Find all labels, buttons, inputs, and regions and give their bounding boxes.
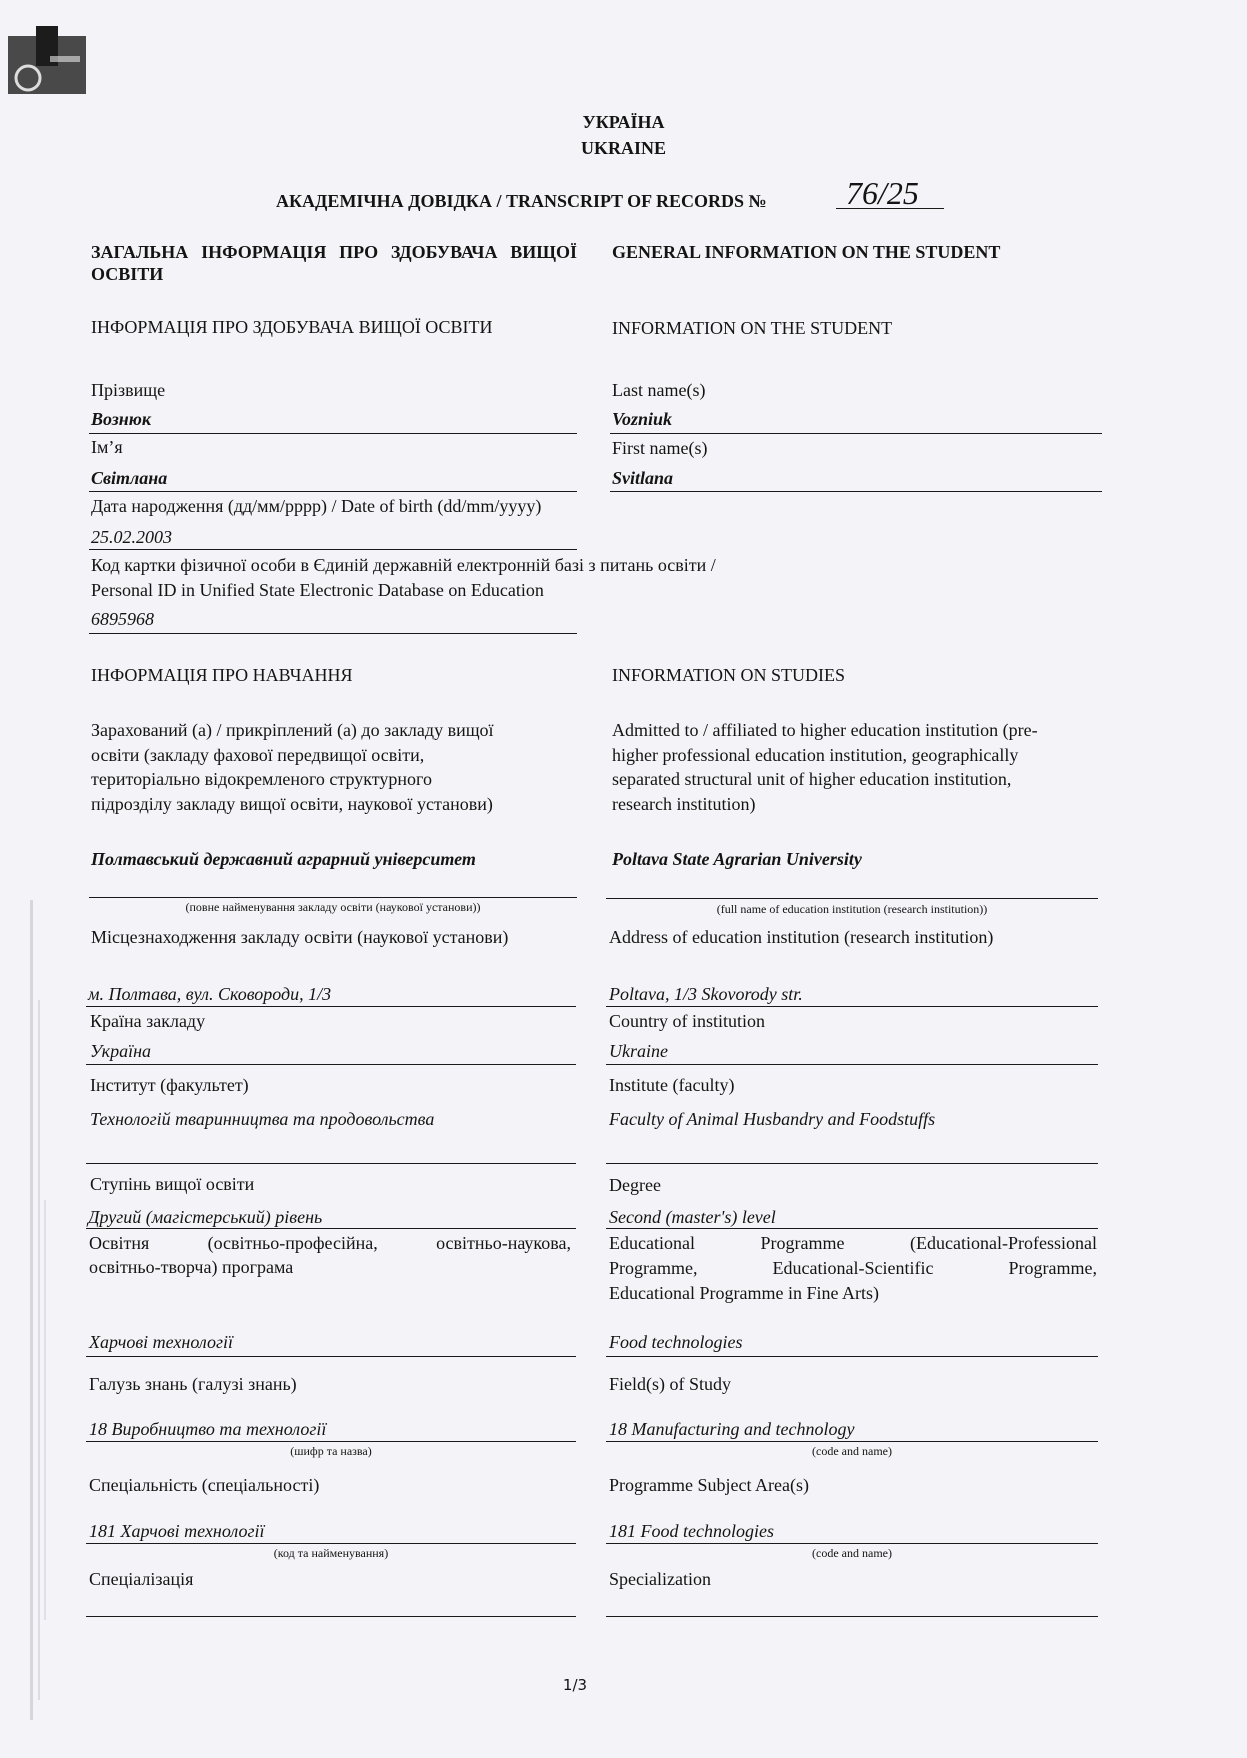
field-line-en	[606, 1441, 1098, 1442]
country-line-en	[606, 1064, 1098, 1065]
speciality-caption-ua: (код та найменування)	[273, 1546, 389, 1560]
faculty-value-ua: Технологій тваринництва та продовольства	[90, 1109, 435, 1129]
country-value-ua: Україна	[90, 1041, 152, 1061]
first-name-value-en: Svitlana	[612, 468, 674, 488]
last-name-line-en	[610, 433, 1102, 434]
field-value-en: 18 Manufacturing and technology	[609, 1419, 855, 1439]
institution-line-en	[606, 898, 1098, 899]
dob-label: Дата народження (дд/мм/рррр) / Date of birth (dd/mm/yyyy)	[91, 496, 542, 516]
institution-value-ua: Полтавський державний аграрний університет	[91, 849, 476, 869]
specialization-line-en	[606, 1616, 1098, 1617]
field-label-en: Field(s) of Study	[609, 1374, 732, 1394]
speciality-line-en	[606, 1543, 1098, 1544]
country-label-en: Country of institution	[609, 1011, 766, 1031]
address-label-en: Address of education institution (research institution)	[609, 927, 994, 947]
admitted-ua-line4: підрозділу закладу вищої освіти, наукової установи)	[91, 794, 493, 814]
speciality-line-ua	[86, 1543, 576, 1544]
field-label-ua: Галузь знань (галузі знань)	[89, 1374, 297, 1394]
country-en: UKRAINE	[580, 138, 666, 158]
general-heading-ua: ЗАГАЛЬНА ІНФОРМАЦІЯ ПРО ЗДОБУВАЧА ВИЩОЇ ОСВІТИ	[91, 242, 577, 284]
country-value-en: Ukraine	[609, 1041, 668, 1061]
document-number-underline	[836, 208, 944, 209]
id-label-line1: Код картки фізичної особи в Єдиній державній електронній базі з питань освіти /	[91, 555, 716, 575]
admitted-en-line4: research institution)	[612, 794, 756, 814]
degree-label-en: Degree	[609, 1175, 661, 1195]
dob-value: 25.02.2003	[91, 527, 172, 547]
degree-line-en	[606, 1228, 1098, 1229]
address-label-ua: Місцезнаходження закладу освіти (наукової установи)	[91, 927, 509, 947]
faculty-value-en: Faculty of Animal Husbandry and Foodstuffs	[609, 1109, 936, 1129]
programme-label-ua-line2: освітньо-творча) програма	[89, 1257, 294, 1277]
country-ua: УКРАЇНА	[582, 112, 665, 132]
speciality-label-ua: Спеціальність (спеціальності)	[89, 1475, 320, 1495]
degree-label-ua: Ступінь вищої освіти	[90, 1174, 255, 1194]
last-name-value-ua: Вознюк	[91, 409, 152, 429]
speciality-label-en: Programme Subject Area(s)	[609, 1475, 809, 1495]
admitted-en-line2: higher professional education institution, geographically	[612, 745, 1019, 765]
programme-label-en-line2: Programme, Educational-Scientific Programme,	[609, 1258, 1097, 1278]
degree-value-ua: Другий (магістерський) рівень	[88, 1207, 323, 1227]
document-title: АКАДЕМІЧНА ДОВІДКА / TRANSCRIPT OF RECORDS №	[276, 191, 767, 211]
scan-edge-shadow-icon	[0, 900, 60, 1720]
programme-line-ua	[86, 1356, 576, 1357]
stamp-mark-icon	[6, 26, 90, 98]
programme-label-en-line3: Educational Programme in Fine Arts)	[609, 1283, 879, 1303]
programme-value-ua: Харчові технології	[89, 1332, 233, 1352]
field-caption-ua: (шифр та назва)	[290, 1444, 372, 1458]
id-label-line2: Personal ID in Unified State Electronic Database on Education	[91, 580, 544, 600]
speciality-caption-en: (code and name)	[812, 1546, 892, 1560]
country-label-ua: Країна закладу	[90, 1011, 206, 1031]
field-line-ua	[86, 1441, 576, 1442]
degree-value-en: Second (master's) level	[609, 1207, 776, 1227]
country-line-ua	[86, 1064, 576, 1065]
speciality-value-en: 181 Food technologies	[609, 1521, 774, 1541]
institution-value-en: Poltava State Agrarian University	[612, 849, 862, 869]
institution-caption-en: (full name of education institution (research institution))	[716, 902, 988, 916]
address-line-en	[606, 1006, 1098, 1007]
admitted-ua-line3: територіально відокремленого структурного	[91, 769, 432, 789]
studies-heading-ua: ІНФОРМАЦІЯ ПРО НАВЧАННЯ	[91, 665, 353, 685]
studies-heading-en: INFORMATION ON STUDIES	[612, 665, 846, 685]
last-name-label-ua: Прізвище	[91, 380, 166, 400]
student-heading-en: INFORMATION ON THE STUDENT	[612, 318, 893, 338]
id-value: 6895968	[91, 609, 154, 629]
programme-value-en: Food technologies	[609, 1332, 743, 1352]
last-name-label-en: Last name(s)	[612, 380, 706, 400]
first-name-value-ua: Світлана	[91, 468, 168, 488]
admitted-ua-line1: Зарахований (а) / прикріплений (а) до закладу вищої	[91, 720, 494, 740]
first-name-label-ua: Ім’я	[91, 437, 123, 457]
faculty-label-en: Institute (faculty)	[609, 1075, 735, 1095]
last-name-line-ua	[89, 433, 577, 434]
first-name-line-ua	[89, 491, 577, 492]
address-value-en: Poltava, 1/3 Skovorody str.	[609, 984, 803, 1004]
institution-caption-ua: (повне найменування закладу освіти (наукової установи))	[185, 900, 481, 914]
admitted-en-line3: separated structural unit of higher education institution,	[612, 769, 1012, 789]
specialization-line-ua	[86, 1616, 576, 1617]
programme-label-ua-line1: Освітня (освітньо-професійна, освітньо-наукова,	[89, 1233, 571, 1253]
last-name-value-en: Vozniuk	[612, 409, 673, 429]
dob-line	[89, 549, 577, 550]
field-caption-en: (code and name)	[812, 1444, 892, 1458]
specialization-label-ua: Спеціалізація	[89, 1569, 194, 1589]
address-line-ua	[86, 1006, 576, 1007]
speciality-value-ua: 181 Харчові технології	[89, 1521, 265, 1541]
first-name-label-en: First name(s)	[612, 438, 708, 458]
admitted-ua-line2: освіти (закладу фахової передвищої освіти,	[91, 745, 425, 765]
document-number: 76/25	[846, 175, 919, 211]
programme-label-en-line1: Educational Programme (Educational-Professional	[609, 1233, 1097, 1253]
first-name-line-en	[610, 491, 1102, 492]
id-line	[89, 633, 577, 634]
student-heading-ua: ІНФОРМАЦІЯ ПРО ЗДОБУВАЧА ВИЩОЇ ОСВІТИ	[91, 317, 493, 337]
page-number: 1/3	[562, 1676, 588, 1694]
address-value-ua: м. Полтава, вул. Сковороди, 1/3	[88, 984, 332, 1004]
specialization-label-en: Specialization	[609, 1569, 711, 1589]
programme-line-en	[606, 1356, 1098, 1357]
faculty-line-en	[606, 1163, 1098, 1164]
faculty-line-ua	[86, 1163, 576, 1164]
degree-line-ua	[86, 1228, 576, 1229]
field-value-ua: 18 Виробництво та технології	[89, 1419, 327, 1439]
admitted-en-line1: Admitted to / affiliated to higher education institution (pre-	[612, 720, 1038, 740]
faculty-label-ua: Інститут (факультет)	[90, 1075, 249, 1095]
institution-line-ua	[89, 897, 577, 898]
general-heading-en: GENERAL INFORMATION ON THE STUDENT	[612, 242, 1001, 262]
